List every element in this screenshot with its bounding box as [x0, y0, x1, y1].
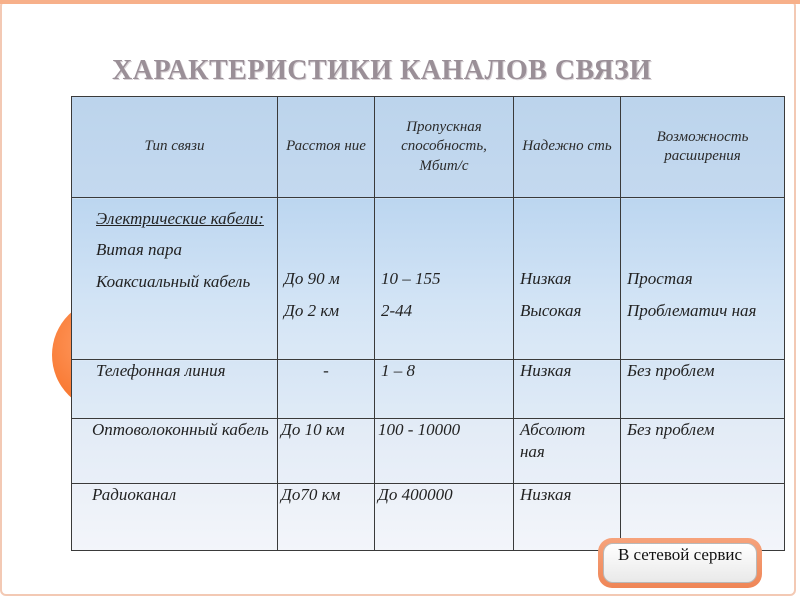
reliability-value: Низкая: [514, 360, 621, 419]
distance-value: -: [278, 360, 375, 419]
expand-cell: [621, 198, 785, 360]
reliability-value: Абсолют ная: [514, 419, 621, 484]
channels-table: [71, 96, 785, 551]
reliability-cell: [514, 198, 621, 360]
distance-value: До 10 км: [278, 419, 375, 484]
table-header-row: [72, 97, 785, 198]
distance-value: До 90 м: [284, 269, 340, 288]
type-item: Витая пара: [96, 240, 183, 260]
bandwidth-value: 100 - 10000: [375, 419, 514, 484]
distance-cell: [278, 198, 375, 360]
bandwidth-value: До 400000: [375, 484, 514, 551]
reliability-value: Низкая: [520, 269, 572, 288]
type-value: Радиоканал: [72, 484, 278, 551]
slide-title: ХАРАКТЕРИСТИКИ КАНАЛОВ СВЯЗИ: [112, 55, 652, 86]
expand-value: Без проблем: [621, 360, 785, 419]
header-cell-expandability: Возможность расширения: [621, 97, 785, 198]
expand-value: Простая: [627, 269, 693, 288]
header-cell-distance: Расстоя ние: [278, 97, 375, 198]
header-cell-reliability: Надежно сть: [514, 97, 621, 198]
bandwidth-value: 2-44: [381, 301, 413, 321]
network-service-button[interactable]: [598, 538, 762, 588]
type-value: Оптоволоконный кабель: [72, 419, 278, 484]
table-row: [72, 360, 785, 419]
top-accent-line: [0, 0, 800, 4]
table-row: [72, 419, 785, 484]
bandwidth-value: 1 – 8: [375, 360, 514, 419]
distance-value: До70 км: [278, 484, 375, 551]
type-item: Коаксиальный кабель: [96, 271, 251, 291]
network-service-button-label[interactable]: В сетевой сервис: [603, 543, 757, 583]
reliability-value: Высокая: [520, 301, 582, 321]
bandwidth-value: 10 – 155: [381, 269, 441, 288]
type-group-title: Электрические кабели:: [96, 209, 264, 228]
type-value: Телефонная линия: [96, 361, 226, 380]
expand-value: Проблематич ная: [627, 301, 757, 321]
distance-value: До 2 км: [284, 301, 340, 321]
reliability-value: Низкая: [514, 484, 621, 551]
bandwidth-cell: [375, 198, 514, 360]
expand-value: Без проблем: [621, 419, 785, 484]
table-row: [72, 198, 785, 360]
header-cell-type: Тип связи: [72, 97, 278, 198]
type-cell: [72, 198, 278, 360]
header-cell-bandwidth: Пропускная способность, Мбит/с: [375, 97, 514, 198]
